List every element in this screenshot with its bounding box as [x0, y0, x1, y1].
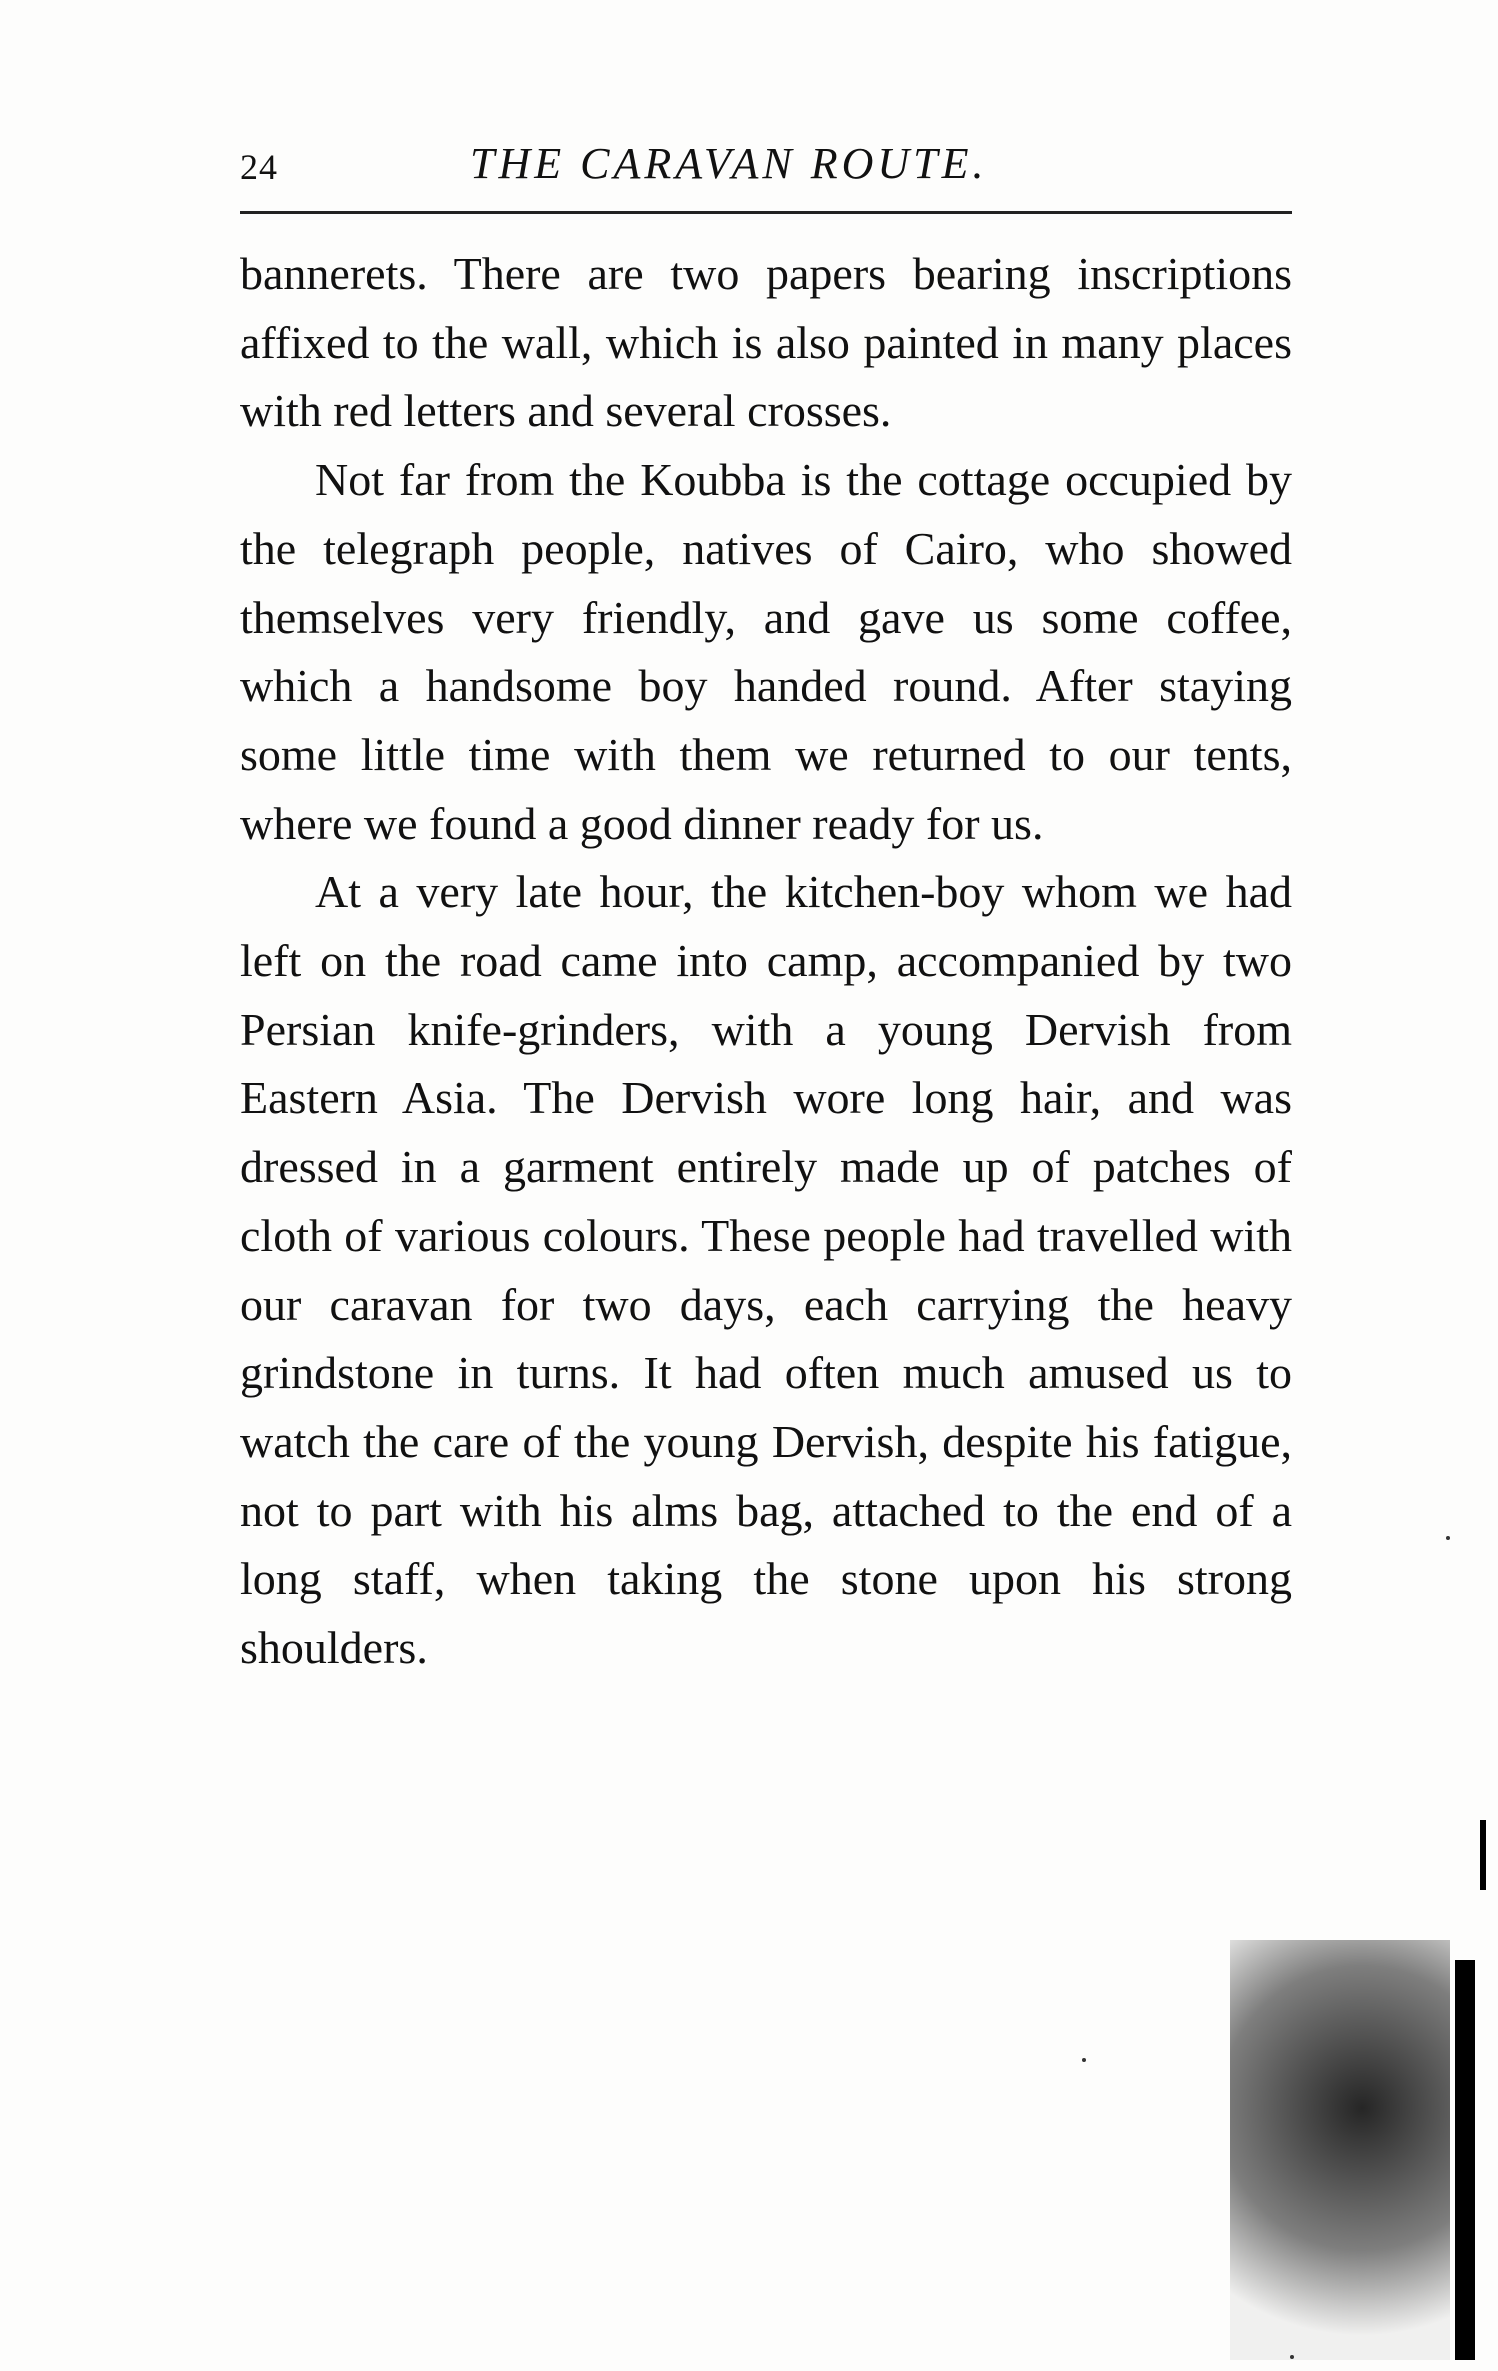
paragraph-1: bannerets. There are two papers bearing inscriptions affixed to the wall, which is also painted in many places with red letters and several crosses.: [240, 248, 1292, 437]
paragraph-2: Not far from the Koubba is the cottage occupied by the telegraph people, natives of Cairo, who showed themselves very friendly, and gave us some coffee, which a handsome boy handed round. After staying some little time with them we returned to our tents, where we found a good dinner ready for us.: [240, 454, 1292, 849]
scan-edge-mark: [1480, 1820, 1486, 1890]
header-rule: [240, 211, 1292, 214]
scan-speck: [1446, 1536, 1450, 1540]
running-head: THE CARAVAN ROUTE.: [470, 139, 988, 188]
paragraph-3: At a very late hour, the kitchen-boy whom we had left on the road came into camp, accompanied by two Persian knife-grinders, with a young Dervish from Eastern Asia. The Dervish wore long hair, and was dressed in a garment entirely made up of patches of cloth of various colours. These people had travelled with our caravan for two days, each carrying the heavy grindstone in turns. It had often much amused us to watch the care of the young Dervish, despite his fatigue, not to part with his alms bag, attached to the end of a long staff, when taking the stone upon his strong shoulders.: [240, 866, 1292, 1674]
scan-smudge: [1230, 1940, 1450, 2360]
page-number: 24: [240, 147, 278, 187]
scan-speck: [1290, 2355, 1294, 2359]
scan-speck: [1082, 2058, 1086, 2062]
body-text: [240, 240, 1292, 1683]
page-header: [240, 138, 1292, 198]
scan-edge-bar: [1455, 1960, 1475, 2360]
